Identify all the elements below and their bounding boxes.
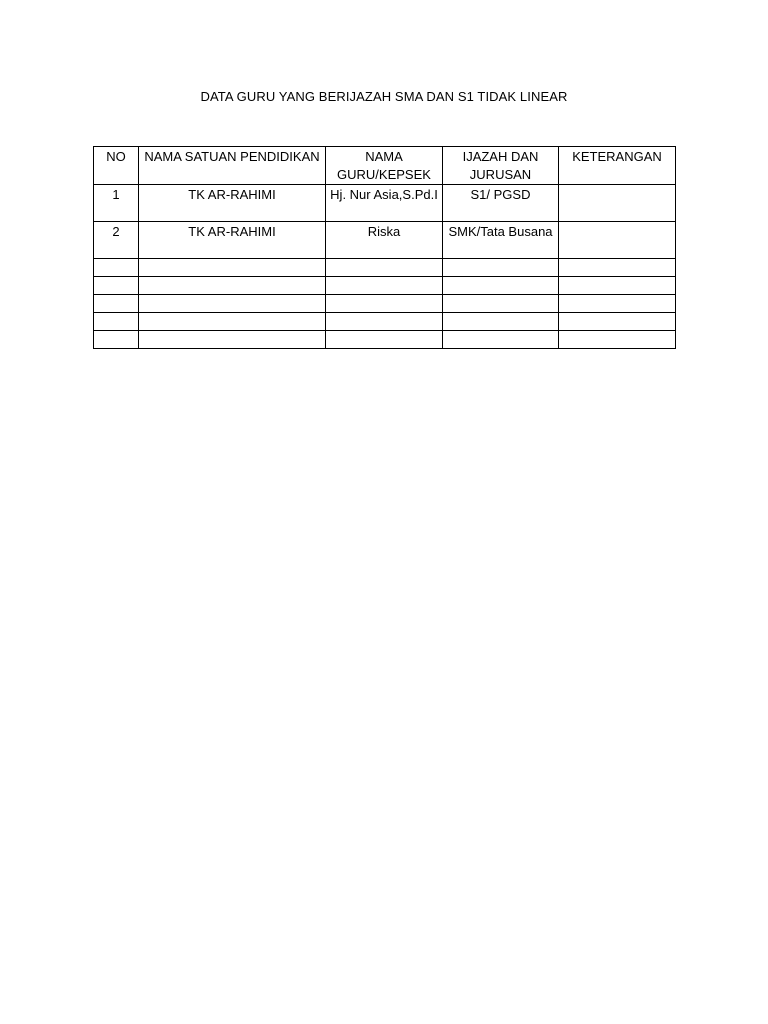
empty-cell [139, 259, 326, 277]
empty-cell [326, 295, 443, 313]
table-row [94, 185, 676, 222]
cell-nama-satuan: TK AR-RAHIMI [139, 222, 326, 259]
cell-no: 2 [94, 222, 139, 259]
cell-no: 1 [94, 185, 139, 222]
empty-cell [559, 313, 676, 331]
empty-cell [326, 331, 443, 349]
cell-nama-satuan: TK AR-RAHIMI [139, 185, 326, 222]
empty-cell [326, 259, 443, 277]
header-nama-guru-kepsek: NAMA GURU/KEPSEK [326, 147, 443, 185]
header-keterangan: KETERANGAN [559, 147, 676, 185]
empty-cell [139, 331, 326, 349]
table-row-empty [94, 331, 676, 349]
empty-cell [443, 259, 559, 277]
table-header-row [94, 147, 676, 185]
empty-cell [443, 313, 559, 331]
empty-cell [139, 295, 326, 313]
table-row-empty [94, 295, 676, 313]
empty-cell [559, 331, 676, 349]
header-ijazah-dan-jurusan: IJAZAH DAN JURUSAN [443, 147, 559, 185]
empty-cell [326, 313, 443, 331]
cell-keterangan [559, 222, 676, 259]
table-row-empty [94, 277, 676, 295]
document-title: DATA GURU YANG BERIJAZAH SMA DAN S1 TIDAK LINEAR [200, 89, 568, 104]
table-row-empty [94, 313, 676, 331]
teacher-data-table [93, 146, 676, 349]
cell-keterangan [559, 185, 676, 222]
table-row-empty [94, 259, 676, 277]
empty-cell [559, 259, 676, 277]
empty-cell [559, 277, 676, 295]
header-no: NO [94, 147, 139, 185]
empty-cell [94, 259, 139, 277]
empty-cell [139, 277, 326, 295]
empty-cell [443, 331, 559, 349]
empty-cell [94, 313, 139, 331]
empty-cell [94, 277, 139, 295]
empty-cell [94, 331, 139, 349]
empty-cell [559, 295, 676, 313]
empty-cell [139, 313, 326, 331]
header-nama-satuan-pendidikan: NAMA SATUAN PENDIDIKAN [139, 147, 326, 185]
empty-cell [326, 277, 443, 295]
empty-cell [443, 295, 559, 313]
cell-ijazah: SMK/Tata Busana [443, 222, 559, 259]
cell-nama-guru: Hj. Nur Asia,S.Pd.I [326, 185, 443, 222]
empty-cell [94, 295, 139, 313]
cell-ijazah: S1/ PGSD [443, 185, 559, 222]
cell-nama-guru: Riska [326, 222, 443, 259]
table-row [94, 222, 676, 259]
empty-cell [443, 277, 559, 295]
